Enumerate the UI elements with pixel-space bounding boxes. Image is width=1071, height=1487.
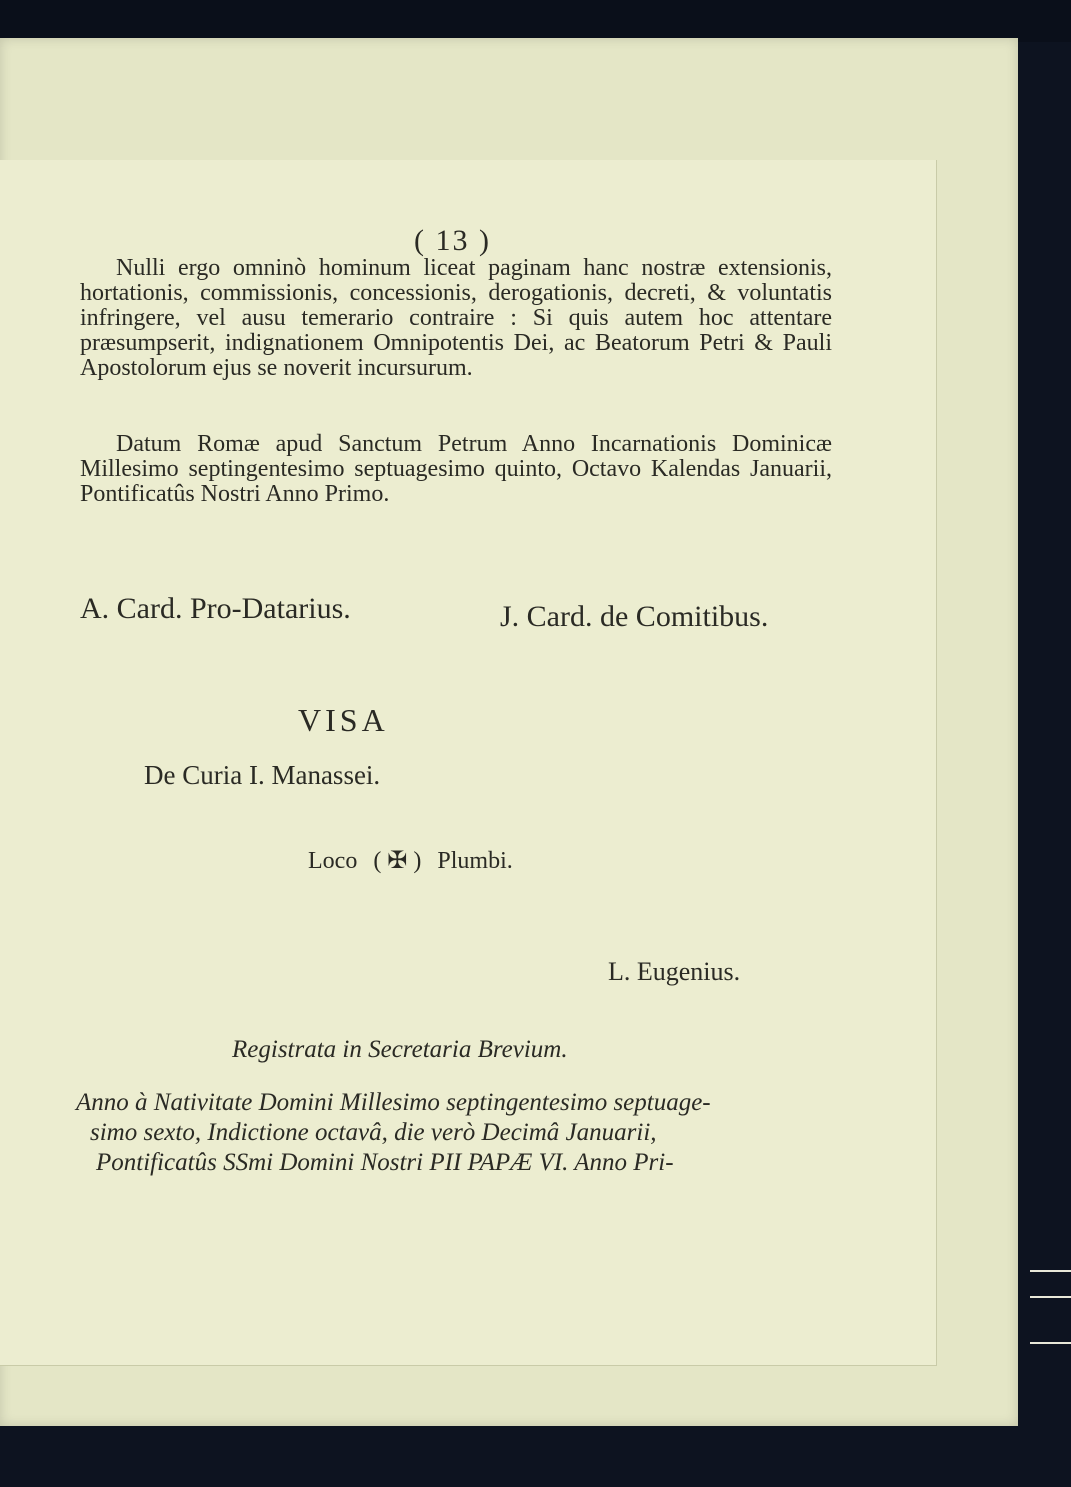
registrata-line: Registrata in Secretaria Brevium. (232, 1036, 568, 1063)
scan-background-top (0, 0, 1071, 42)
anno-line: simo sexto, Indictione octavâ, die verò Decimâ Januarii, (90, 1119, 657, 1146)
anno-line: Anno à Nativitate Domini Millesimo septingentesimo septuage- (76, 1089, 711, 1116)
signature-eugenius: L. Eugenius. (608, 957, 741, 986)
paragraph-datum-romae: Datum Romæ apud Sanctum Petrum Anno Incarnationis Dominicæ Millesimo septingentesimo septuagesimo quinto, Octavo Kalendas Januarii, Pontificatûs Nostri Anno Primo. (80, 431, 832, 507)
paragraph-nulli-ergo: Nulli ergo omninò hominum liceat paginam hanc nostræ extensionis, hortationis, commissionis, concessionis, derogationis, decreti, & voluntatis infringere, vel ausu temerario contraire : Si quis autem hoc attentare præsumpserit, indignationem Omnipotentis Dei, ac Beatorum Petri & Pauli Apostolorum ejus se noverit incursurum. (80, 255, 832, 381)
curia-line: De Curia I. Manassei. (144, 760, 381, 790)
page-number: ( 13 ) (414, 224, 491, 257)
signature-de-comitibus: J. Card. de Comitibus. (500, 600, 769, 633)
loco-plumbi-line (308, 846, 513, 875)
cross-seal-icon: ( ✠ ) (373, 848, 422, 874)
signature-pro-datarius: A. Card. Pro-Datarius. (80, 592, 351, 625)
scan-edge-strip (1030, 1270, 1071, 1344)
anno-line: Pontificatûs SSmi Domini Nostri PII PAPÆ VI. Anno Pri- (96, 1149, 674, 1176)
plumbi-label: Plumbi. (437, 848, 513, 874)
loco-label: Loco (308, 848, 358, 874)
anno-paragraph (76, 1088, 816, 1178)
visa-heading: VISA (298, 702, 389, 738)
